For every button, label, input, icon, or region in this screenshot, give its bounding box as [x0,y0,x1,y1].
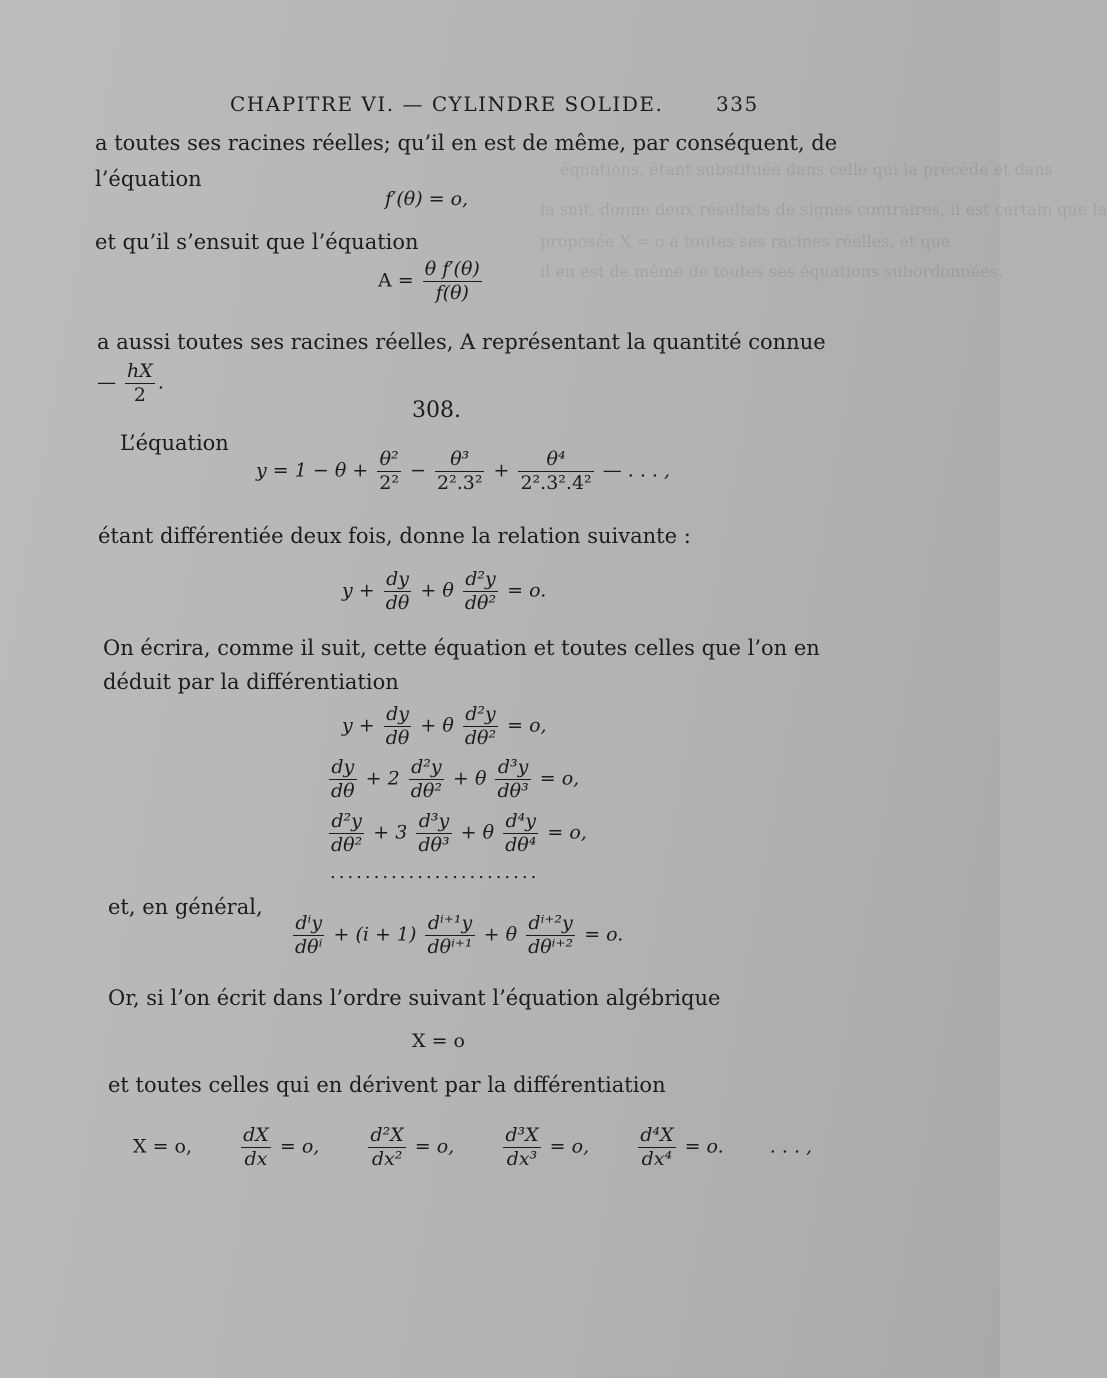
term: + θ [420,579,454,602]
denominator: dθⁱ [295,935,323,958]
fraction [463,568,498,615]
text-line: déduit par la différentiation [103,670,399,694]
term: = o, [547,821,587,844]
term: + (i + 1) [333,923,417,946]
fraction [503,810,538,857]
denominator: f(θ) [423,281,482,305]
fraction [518,448,593,495]
numerator: θ² [379,448,399,470]
fraction [384,703,412,750]
denominator: 2².3² [437,471,483,494]
term: + θ [483,923,518,946]
numerator: d⁴y [505,810,536,832]
fraction [495,756,530,803]
system-row-1 [342,703,547,750]
text-line: Or, si l’on écrit dans l’ordre suivant l’équation algébrique [108,986,721,1010]
text-line: et toutes celles qui en dérivent par la différentiation [108,1073,666,1097]
bleed-through-line: équations, étant substituée dans celle qui la précède et dans [560,160,1053,179]
term: X = o, [133,1135,193,1158]
term: = o. [584,923,624,946]
system-row-2 [326,756,579,803]
fraction [423,258,482,305]
numerator: d²y [411,756,442,778]
bleed-through-line: il en est de même de toutes ses équations subordonnées. [540,262,1003,281]
text-line: et qu’il s’ensuit que l’équation [95,230,419,254]
numerator: dy [386,703,409,725]
minus-sign: — [97,371,116,394]
text-line: l’équation [95,167,202,191]
denominator: dx⁴ [638,1147,675,1171]
ellipsis: — . . . , [602,459,671,482]
fraction [384,568,412,615]
numerator: dⁱ⁺²y [528,912,573,934]
denominator: 2² [379,471,399,494]
term: = o, [507,714,547,737]
eq-lhs: A = [378,269,414,292]
numerator: d²X [370,1124,404,1146]
text-line: a toutes ses racines réelles; qu’il en est de même, par conséquent, de [95,131,838,155]
denominator: 2².3².4² [520,471,592,494]
text-line: étant différentiée deux fois, donne la relation suivante : [98,524,691,548]
numerator: hX [127,360,153,382]
equation-series [256,448,670,495]
dotted-continuation: ........................ [330,862,540,883]
denominator: dθⁱ⁺² [528,935,574,958]
numerator: θ f′(θ) [424,258,480,280]
bleed-through-line: proposée X = o a toutes ses racines réelles, et que [540,232,951,251]
fraction [125,360,155,407]
numerator: θ⁴ [546,448,566,470]
denominator: dθ³ [497,779,529,802]
numerator: dⁱ⁺¹y [427,912,473,934]
text-line: et, en général, [108,895,263,919]
numerator: d²y [465,703,496,725]
fraction [435,448,484,495]
term: + 2 [365,767,400,790]
term: y + [342,579,375,602]
term: + θ [460,821,495,844]
numerator: d³X [505,1124,539,1146]
system-row-3 [326,810,587,857]
equation-relation [342,568,546,615]
denominator: dθ [331,779,355,802]
text-line: L’équation [120,431,229,455]
denominator: dθ² [464,591,497,614]
fraction [241,1124,271,1171]
text-line: a aussi toutes ses racines réelles, A représentant la quantité connue [97,330,826,354]
page-number: 335 [716,92,759,116]
numerator: d²y [331,810,362,832]
text-line: On écrira, comme il suit, cette équation et toutes celles que l’on en [103,636,820,660]
operator: + [493,459,510,482]
derivative-sequence [133,1124,812,1171]
section-number: 308. [412,398,461,423]
fraction [526,912,575,959]
denominator: 2 [125,383,155,407]
expression-hx [97,360,164,407]
denominator: dθ² [331,833,363,856]
term: = o, [539,767,580,790]
fraction [638,1124,675,1171]
numerator: d³y [497,756,529,778]
fraction [329,810,364,857]
denominator: dθⁱ⁺¹ [427,935,473,958]
denominator: dθ [385,726,410,749]
fraction [293,912,324,959]
operator: − [410,459,426,482]
eq-lhs: y = 1 − θ + [256,459,369,482]
denominator: dθ² [464,726,497,749]
fraction [409,756,444,803]
fraction [368,1124,405,1171]
period: . [157,371,164,394]
equation-fprime: f′(θ) = o, [385,188,469,210]
term: + θ [453,767,487,790]
denominator: dθ² [410,779,442,802]
equation-general [290,912,623,959]
fraction [329,756,357,803]
numerator: dⁱy [295,912,323,934]
fraction [425,912,474,959]
term: = o, [414,1135,455,1158]
denominator: dθ⁴ [505,833,537,856]
equation-A [378,258,485,305]
term: = o, [549,1135,590,1158]
numerator: d³y [418,810,450,832]
denominator: dx [241,1147,271,1171]
term: = o, [279,1135,320,1158]
fraction [416,810,451,857]
fraction [463,703,498,750]
denominator: dx³ [503,1147,540,1171]
denominator: dθ³ [418,833,450,856]
denominator: dθ [385,591,410,614]
fraction [377,448,401,495]
numerator: dX [243,1124,269,1146]
term: = o. [507,579,547,602]
numerator: d⁴X [640,1124,674,1146]
numerator: dy [386,568,409,590]
term: = o. [684,1135,724,1158]
fraction [503,1124,540,1171]
equation-X: X = o [412,1030,465,1052]
denominator: dx² [368,1147,405,1171]
numerator: θ³ [450,448,470,470]
term: y + [342,714,375,737]
term: + 3 [373,821,408,844]
numerator: dy [331,756,355,778]
numerator: d²y [465,568,496,590]
chapter-header: CHAPITRE VI. — CYLINDRE SOLIDE. [230,92,664,116]
term: + θ [420,714,454,737]
bleed-through-line: la suit, donne deux résultats de signes contraires, il est certain que la [540,200,1107,219]
ellipsis: . . . , [769,1135,813,1158]
